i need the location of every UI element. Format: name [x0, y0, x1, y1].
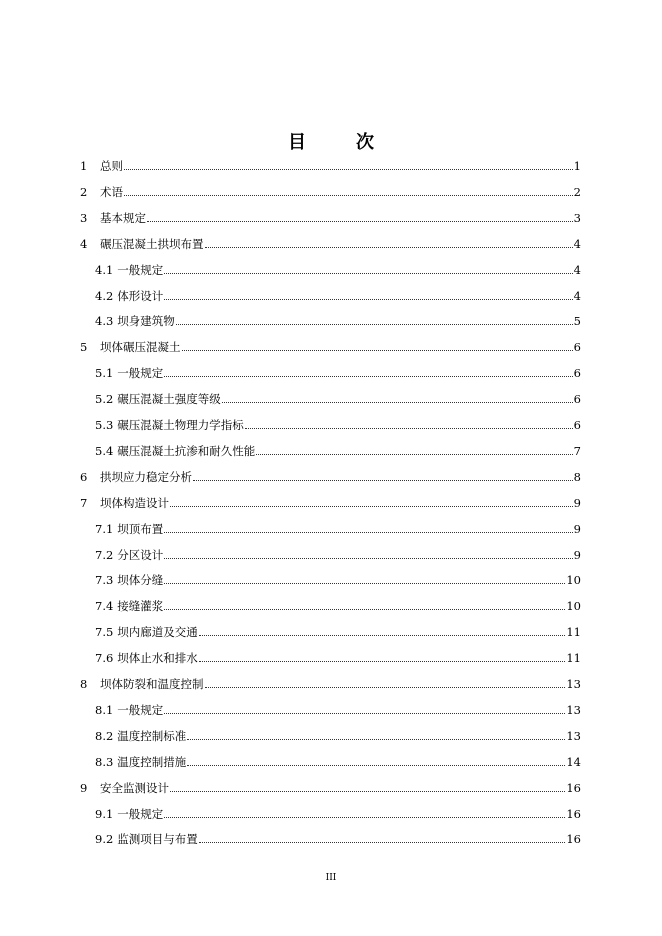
toc-entry-title: 碾压混凝土物理力学指标: [117, 418, 244, 432]
toc-entry-number: 3: [80, 210, 88, 225]
toc-entry-page-number: 13: [566, 702, 581, 717]
toc-chapter-entry[interactable]: [80, 152, 581, 174]
toc-chapter-entry[interactable]: [80, 463, 581, 485]
toc-entry-title: 基本规定: [100, 210, 146, 225]
toc-entry-number: 7.6: [95, 651, 114, 666]
page-title: 目 次: [288, 132, 390, 153]
toc-section-entry[interactable]: [95, 696, 581, 718]
toc-entry-number: 6: [80, 469, 88, 484]
toc-entry-page-number: 11: [566, 625, 581, 640]
toc-entry-number: 8.2: [95, 728, 114, 743]
toc-entry-page-number: 4: [573, 262, 581, 277]
toc-section-entry[interactable]: [95, 566, 581, 588]
toc-dot-leader: [245, 428, 573, 429]
toc-chapter-entry[interactable]: [80, 178, 581, 200]
toc-dot-leader: [199, 635, 566, 636]
toc-entry-page-number: 13: [566, 728, 581, 743]
toc-entry-title: 坝体碾压混凝土: [100, 340, 181, 355]
toc-dot-leader: [164, 609, 565, 610]
toc-entry-page-number: 4: [573, 236, 581, 251]
toc-entry-page-number: 10: [566, 573, 581, 588]
toc-entry-number: 9: [80, 780, 88, 795]
toc-dot-leader: [164, 376, 572, 377]
toc-entry-number: 5.1: [95, 366, 114, 381]
toc-chapter-entry[interactable]: [80, 774, 581, 796]
toc-section-entry[interactable]: [95, 618, 581, 640]
toc-dot-leader: [164, 299, 572, 300]
toc-chapter-entry[interactable]: [80, 204, 581, 226]
toc-dot-leader: [193, 480, 573, 481]
toc-section-entry[interactable]: [95, 800, 581, 822]
toc-dot-leader: [199, 661, 566, 662]
toc-section-entry[interactable]: [95, 282, 581, 304]
toc-entry-page-number: 3: [573, 210, 581, 225]
toc-section-entry[interactable]: [95, 515, 581, 537]
toc-entry-page-number: 16: [566, 806, 581, 821]
toc-entry-title: 一般规定: [117, 262, 164, 277]
toc-entry-number: 7.1: [95, 521, 114, 536]
toc-entry-title: 体形设计: [117, 288, 164, 303]
toc-entry-page-number: 6: [573, 418, 581, 432]
toc-entry-title: 温度控制措施: [117, 754, 187, 769]
toc-section-entry[interactable]: [95, 437, 581, 459]
toc-entry-number: 4.1: [95, 262, 114, 277]
toc-entry-number: 8: [80, 677, 88, 691]
toc-entry-number: 4: [80, 236, 88, 251]
toc-dot-leader: [164, 558, 572, 559]
toc-dot-leader: [124, 195, 573, 196]
toc-entry-page-number: 6: [573, 366, 581, 381]
toc-entry-title: 监测项目与布置: [117, 832, 198, 847]
toc-chapter-entry[interactable]: [80, 230, 581, 252]
toc-entry-title: 拱坝应力稳定分析: [100, 469, 192, 484]
toc-section-entry[interactable]: [95, 256, 581, 278]
toc-section-entry[interactable]: [95, 722, 581, 744]
toc-entry-number: 7.4: [95, 599, 114, 614]
toc-section-entry[interactable]: [95, 592, 581, 614]
toc-dot-leader: [164, 817, 565, 818]
toc-entry-number: 1: [80, 159, 88, 173]
toc-dot-leader: [124, 169, 573, 170]
toc-dot-leader: [164, 273, 572, 274]
toc-entry-title: 坝体防裂和温度控制: [100, 677, 204, 691]
toc-entry-page-number: 5: [573, 314, 581, 329]
toc-dot-leader: [176, 324, 573, 325]
page-number-footer: III: [325, 873, 337, 883]
toc-entry-title: 坝体构造设计: [100, 495, 169, 510]
toc-section-entry[interactable]: [95, 748, 581, 770]
toc-dot-leader: [256, 454, 572, 455]
toc-entry-page-number: 6: [573, 392, 581, 407]
toc-entry-title: 一般规定: [117, 366, 164, 381]
toc-entry-page-number: 9: [573, 521, 581, 536]
toc-dot-leader: [170, 506, 573, 507]
toc-entry-page-number: 14: [566, 754, 581, 769]
toc-chapter-entry[interactable]: [80, 333, 581, 355]
toc-entry-title: 术语: [100, 184, 123, 199]
toc-dot-leader: [187, 739, 565, 740]
toc-dot-leader: [170, 791, 565, 792]
toc-entry-number: 5: [80, 340, 88, 355]
toc-section-entry[interactable]: [95, 359, 581, 381]
toc-chapter-entry[interactable]: [80, 489, 581, 511]
toc-entry-number: 2: [80, 184, 88, 199]
toc-entry-title: 一般规定: [117, 806, 164, 821]
toc-entry-number: 5.4: [95, 443, 114, 458]
toc-entry-number: 8.3: [95, 754, 114, 769]
toc-section-entry[interactable]: [95, 307, 581, 329]
toc-entry-title: 总则: [100, 159, 123, 173]
toc-entry-title: 一般规定: [117, 702, 164, 717]
toc-entry-page-number: 7: [573, 443, 581, 458]
toc-entry-page-number: 9: [573, 495, 581, 510]
toc-entry-number: 7.5: [95, 625, 114, 640]
toc-entry-title: 坝体止水和排水: [117, 651, 198, 666]
toc-entry-number: 4.2: [95, 288, 114, 303]
toc-section-entry[interactable]: [95, 644, 581, 666]
toc-entry-title: 坝顶布置: [117, 521, 164, 536]
toc-entry-number: 9.2: [95, 832, 114, 847]
toc-section-entry[interactable]: [95, 411, 581, 433]
toc-entry-title: 温度控制标准: [117, 728, 187, 743]
toc-entry-title: 接缝灌浆: [117, 599, 164, 614]
toc-entry-number: 9.1: [95, 806, 114, 821]
toc-entry-number: 7: [80, 495, 88, 510]
toc-dot-leader: [205, 687, 566, 688]
toc-entry-title: 坝内廊道及交通: [117, 625, 198, 640]
toc-entry-page-number: 10: [566, 599, 581, 614]
toc-entry-title: 碾压混凝土强度等级: [117, 392, 221, 407]
toc-section-entry[interactable]: [95, 541, 581, 563]
toc-dot-leader: [222, 402, 573, 403]
toc-entry-page-number: 13: [566, 677, 581, 691]
toc-entry-page-number: 16: [566, 780, 581, 795]
toc-chapter-entry[interactable]: [80, 670, 581, 692]
toc-entry-page-number: 4: [573, 288, 581, 303]
toc-section-entry[interactable]: [95, 385, 581, 407]
toc-entry-page-number: 1: [573, 159, 581, 173]
toc-entry-title: 坝体分缝: [117, 573, 164, 588]
toc-entry-page-number: 2: [573, 184, 581, 199]
toc-section-entry[interactable]: [95, 825, 581, 847]
toc-entry-page-number: 6: [573, 340, 581, 355]
toc-entry-title: 安全监测设计: [100, 780, 169, 795]
toc-entry-page-number: 8: [573, 469, 581, 484]
toc-entry-number: 7.2: [95, 547, 114, 562]
toc-dot-leader: [164, 583, 565, 584]
toc-entry-number: 5.3: [95, 418, 114, 432]
toc-entry-page-number: 16: [566, 832, 581, 847]
toc-entry-title: 碾压混凝土抗渗和耐久性能: [117, 443, 256, 458]
toc-entry-title: 坝身建筑物: [117, 314, 175, 329]
toc-dot-leader: [205, 247, 573, 248]
toc-dot-leader: [164, 532, 572, 533]
toc-entry-number: 4.3: [95, 314, 114, 329]
toc-entry-title: 分区设计: [117, 547, 164, 562]
toc-entry-page-number: 9: [573, 547, 581, 562]
toc-entry-title: 碾压混凝土拱坝布置: [100, 236, 204, 251]
toc-dot-leader: [199, 842, 566, 843]
toc-dot-leader: [147, 221, 573, 222]
toc-dot-leader: [187, 765, 565, 766]
toc-entry-number: 8.1: [95, 702, 114, 717]
toc-dot-leader: [182, 350, 573, 351]
toc-entry-page-number: 11: [566, 651, 581, 666]
toc-entry-number: 5.2: [95, 392, 114, 407]
toc-entry-number: 7.3: [95, 573, 114, 588]
toc-dot-leader: [164, 713, 565, 714]
